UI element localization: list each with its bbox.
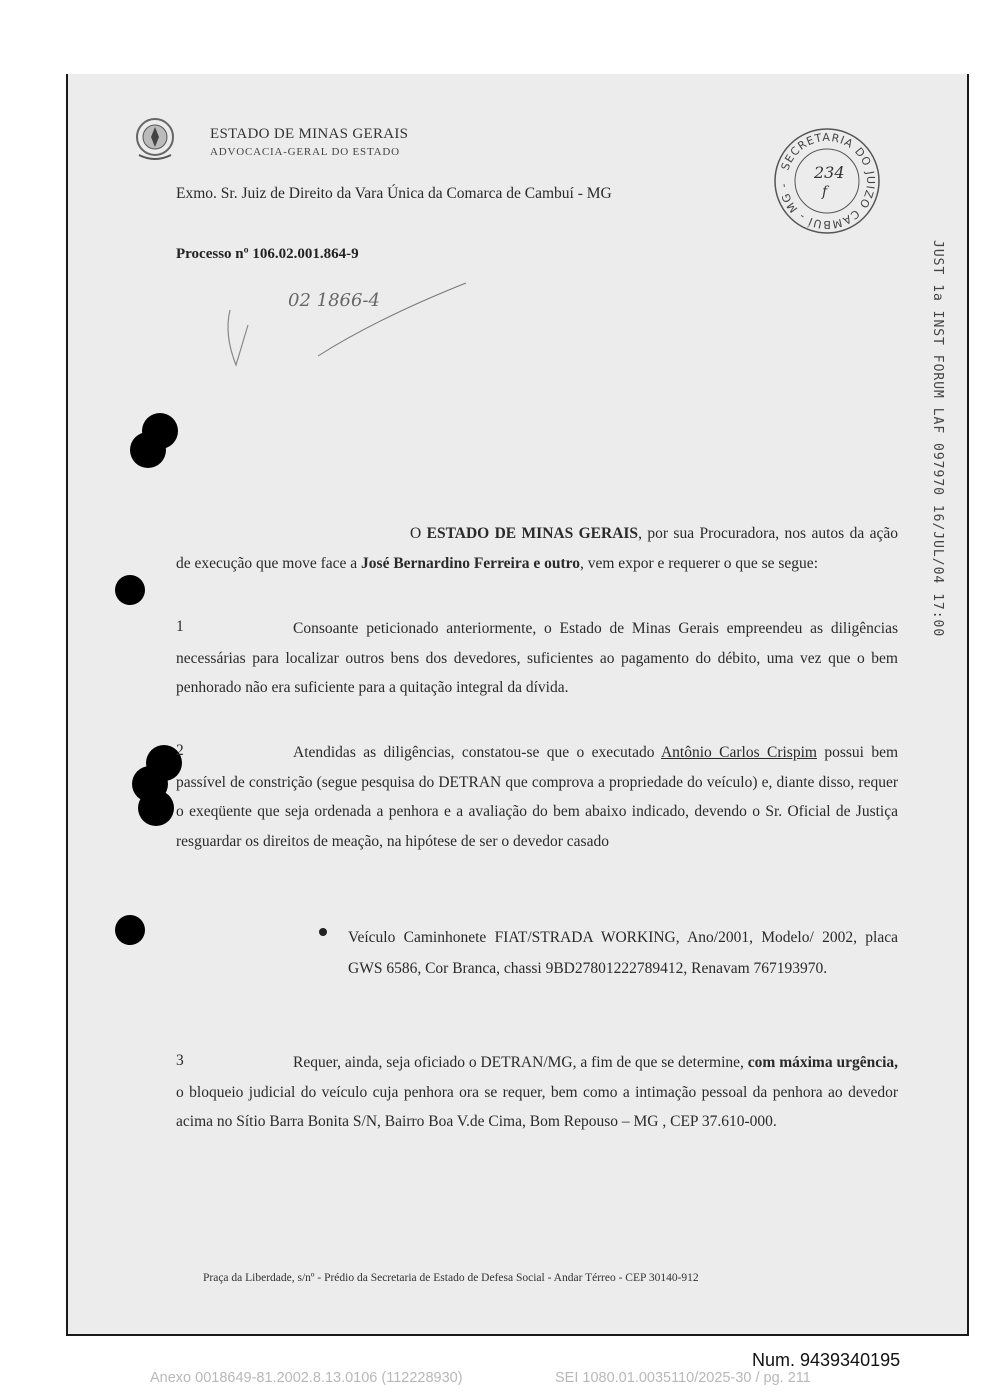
paragraph-number: 2 bbox=[176, 742, 184, 759]
punch-hole bbox=[130, 432, 166, 468]
paragraph-2: Atendidas as diligências, constatou-se que o executado Antônio Carlos Crispim possui bem passível de constrição (segue pesquisa do DETRAN que comprova a propriedade do veículo) e, diante disso, requer o exeqüente que seja ordenada a penhora e a avaliação do bem abaixo indicado, devendo o Sr. Oficial de Justiça resguardar os direitos de meação, na hipótese de ser o devedor casado bbox=[176, 744, 899, 850]
handwritten-mark bbox=[222, 305, 252, 370]
stamp-initials: f bbox=[822, 184, 828, 200]
punch-hole bbox=[115, 915, 145, 945]
urgency-emphasis: com máxima urgência, bbox=[747, 1054, 899, 1071]
handwritten-note bbox=[288, 278, 468, 358]
handwritten-note-text: 02 1866-4 bbox=[288, 290, 380, 311]
punch-hole bbox=[138, 790, 174, 826]
sei-reference: SEI 1080.01.0035110/2025-30 / pg. 211 bbox=[555, 1370, 811, 1386]
stamp-page-number: 234 bbox=[814, 163, 845, 182]
bullet-icon bbox=[319, 928, 327, 936]
document-number: Num. 9439340195 bbox=[752, 1350, 901, 1370]
vehicle-item: Veículo Caminhonete FIAT/STRADA WORKING, Ano/2001, Modelo/ 2002, placa GWS 6586, Cor Branca, chassi 9BD27801222789412, Renavam 767193970. bbox=[348, 929, 898, 977]
addressee-line: Exmo. Sr. Juiz de Direito da Vara Única da Comarca de Cambuí - MG bbox=[176, 185, 612, 202]
case-number: Processo nº 106.02.001.864-9 bbox=[176, 246, 359, 262]
executed-party-name: Antônio Carlos Crispim bbox=[660, 744, 817, 761]
court-stamp bbox=[772, 126, 882, 236]
scanned-page bbox=[66, 74, 969, 1336]
party-name: ESTADO DE MINAS GERAIS bbox=[426, 525, 639, 542]
footer-address: Praça da Liberdade, s/nº - Prédio da Secretaria de Estado de Defesa Social - Andar Térreo - CEP 30140-912 bbox=[203, 1272, 699, 1284]
debtor-names: José Bernardino Ferreira e outro bbox=[361, 554, 580, 572]
paragraph-number: 1 bbox=[176, 618, 184, 635]
stamp-ring-text: SECRETARIA DO JUIZO CAMBUÍ - MG - bbox=[776, 130, 878, 232]
intro-paragraph: O ESTADO DE MINAS GERAIS, por sua Procuradora, nos autos da ação de execução que move face a José Bernardino Ferreira e outro, vem expor e requerer o que se segue: bbox=[176, 525, 898, 572]
paragraph-1: Consoante peticionado anteriormente, o Estado de Minas Gerais empreendeu as diligências necessárias para localizar outros bens dos devedores, suficientes ao pagamento do débito, uma vez que o bem penhorado não era suficiente para a quitação integral da dívida. bbox=[176, 620, 898, 696]
header-subtitle: ADVOCACIA-GERAL DO ESTADO bbox=[210, 146, 400, 158]
paragraph-number: 3 bbox=[176, 1052, 184, 1069]
punch-hole bbox=[115, 575, 145, 605]
annex-reference: Anexo 0018649-81.2002.8.13.0106 (112228930) bbox=[150, 1370, 463, 1386]
coat-of-arms-icon bbox=[134, 115, 176, 161]
paragraph-3: Requer, ainda, seja oficiado o DETRAN/MG, a fim de que se determine, com máxima urgência, o bloqueio judicial do veículo cuja penhora ora se requer, bem como a intimação pessoal da penhora ao devedor acima no Sítio Barra Bonita S/N, Bairro Boa V.de Cima, Bom Repouso – MG , CEP 37.610-000. bbox=[176, 1054, 899, 1130]
protocol-stamp: JUST 1a INST FORUM LAF 097970 16/JUL/04 17:00 bbox=[930, 240, 945, 638]
header-title: ESTADO DE MINAS GERAIS bbox=[210, 126, 409, 142]
